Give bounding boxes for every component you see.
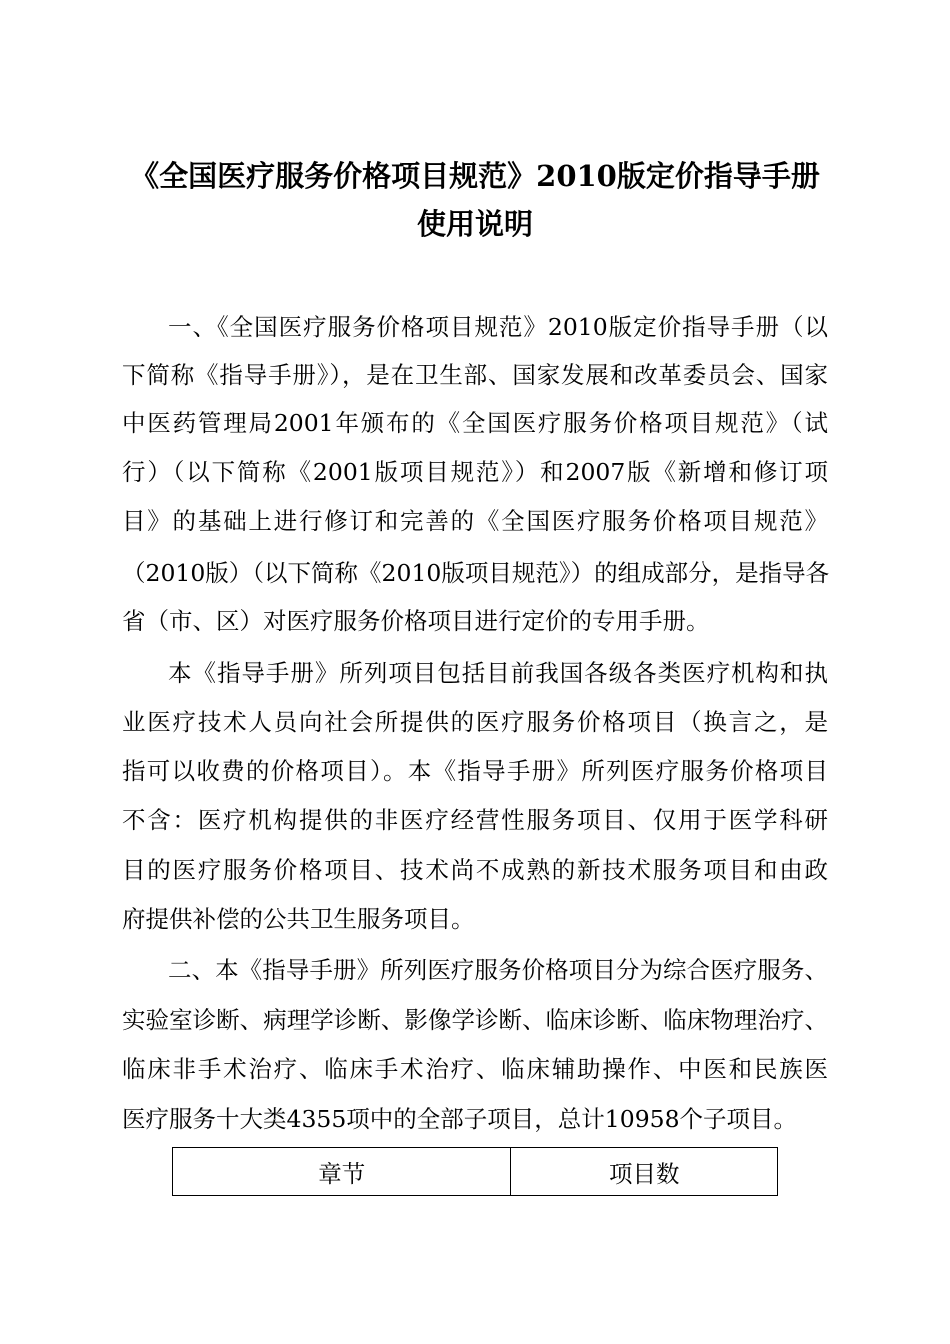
- column-header-chapter: 章节: [173, 1148, 511, 1196]
- text-line: 业医疗技术人员向社会所提供的医疗服务价格项目（换言之，是: [122, 708, 828, 736]
- text-line: 下简称《指导手册》），是在卫生部、国家发展和改革委员会、国家: [122, 361, 828, 389]
- text-line: （2010版）（以下简称《2010版项目规范》）的组成部分，是指导各: [122, 559, 830, 587]
- table-header-row: [173, 1148, 778, 1196]
- text-line: 不含：医疗机构提供的非医疗经营性服务项目、仅用于医学科研: [122, 806, 828, 834]
- text-line: 目的医疗服务价格项目、技术尚不成熟的新技术服务项目和由政: [122, 856, 828, 884]
- text-line: 指可以收费的价格项目）。本《指导手册》所列医疗服务价格项目: [122, 757, 828, 785]
- text-line: 实验室诊断、病理学诊断、影像学诊断、临床诊断、临床物理治疗、: [122, 1006, 828, 1034]
- document-title: 《全国医疗服务价格项目规范》2010版定价指导手册: [130, 159, 820, 193]
- column-header-item-count: 项目数: [511, 1148, 778, 1196]
- text-line: 医疗服务十大类4355项中的全部子项目，总计10958个子项目。: [122, 1105, 798, 1133]
- document-subtitle: 使用说明: [416, 207, 533, 241]
- text-line: 府提供补偿的公共卫生服务项目。: [122, 905, 475, 933]
- chapter-count-table: [172, 1147, 778, 1196]
- text-line: 目》的基础上进行修订和完善的《全国医疗服务价格项目规范》: [122, 507, 828, 535]
- text-line: 二、本《指导手册》所列医疗服务价格项目分为综合医疗服务、: [168, 956, 828, 984]
- text-line: 一、《全国医疗服务价格项目规范》2010版定价指导手册（以: [168, 313, 828, 341]
- text-line: 临床非手术治疗、临床手术治疗、临床辅助操作、中医和民族医: [122, 1055, 828, 1083]
- text-line: 中医药管理局2001年颁布的《全国医疗服务价格项目规范》（试: [122, 409, 828, 437]
- text-line: 本《指导手册》所列项目包括目前我国各级各类医疗机构和执: [168, 659, 828, 687]
- text-line: 行）（以下简称《2001版项目规范》）和2007版《新增和修订项: [122, 458, 828, 486]
- text-line: 省（市、区）对医疗服务价格项目进行定价的专用手册。: [122, 607, 710, 635]
